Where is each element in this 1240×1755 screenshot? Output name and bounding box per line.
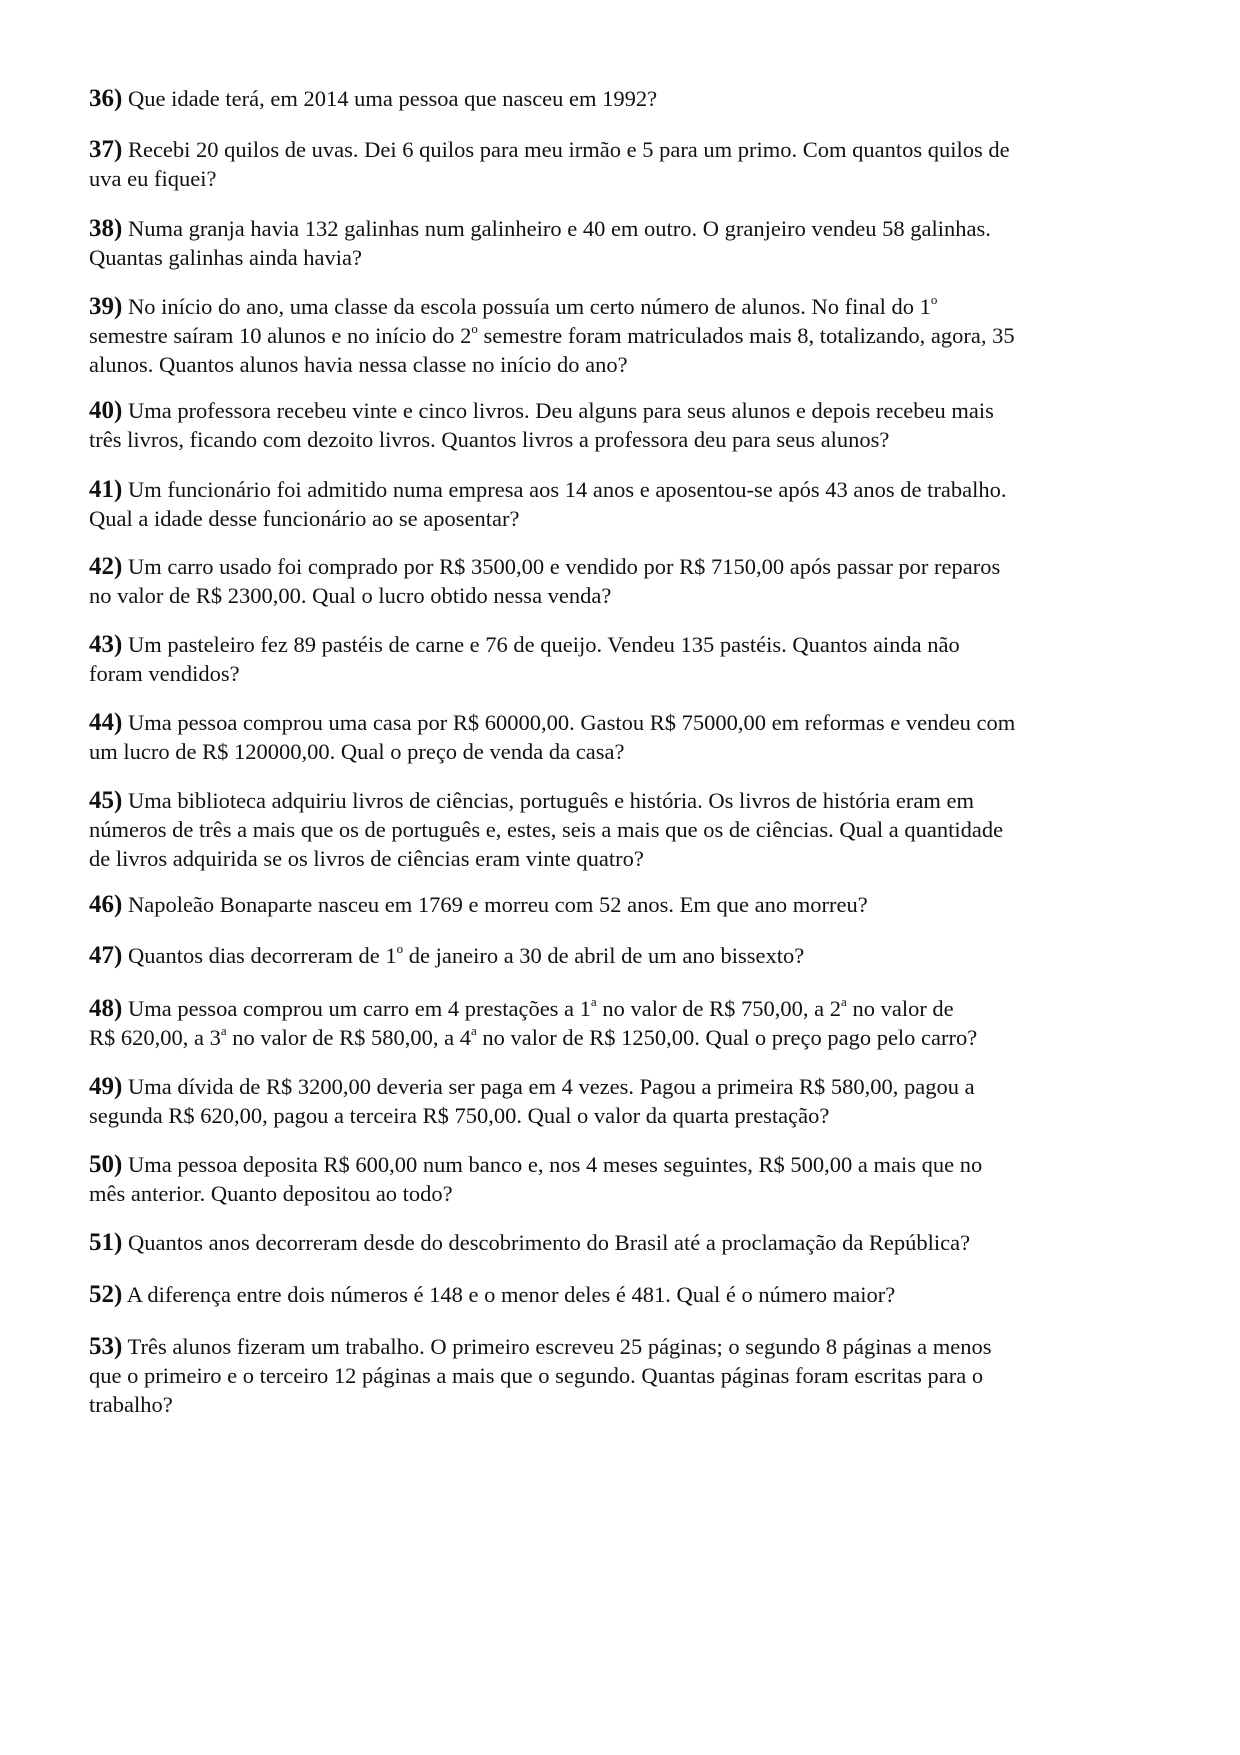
ordinal-superscript: o	[396, 940, 404, 956]
problem-text: de livros adquirida se os livros de ciências eram vinte quatro?	[89, 846, 644, 871]
problem-text: R$ 620,00, a 3	[89, 1025, 221, 1050]
problem-50	[89, 1150, 1149, 1208]
problem-text: Um carro usado foi comprado por R$ 3500,00 e vendido por R$ 7150,00 após passar por reparos	[127, 554, 1001, 579]
problem-text: alunos. Quantos alunos havia nessa classe no início do ano?	[89, 352, 628, 377]
problem-text: semestre foram matriculados mais 8, totalizando, agora, 35	[483, 323, 1015, 348]
problem-text: no valor de R$ 750,00, a 2	[602, 996, 842, 1021]
problem-text: Quantos dias decorreram de 1	[127, 943, 397, 968]
ordinal-superscript: a	[841, 993, 847, 1009]
problem-text: A diferença entre dois números é 148 e o menor deles é 481. Qual é o número maior?	[126, 1282, 896, 1307]
problem-38	[89, 214, 1149, 272]
problem-45	[89, 786, 1149, 873]
ordinal-superscript: o	[471, 320, 478, 336]
problem-text: No início do ano, uma classe da escola possuía um certo número de alunos. No final do 1	[127, 294, 931, 319]
problem-number: 51)	[89, 1229, 123, 1256]
problem-text: que o primeiro e o terceiro 12 páginas a mais que o segundo. Quantas páginas foram escritas para o	[89, 1363, 984, 1388]
problem-text: no valor de R$ 2300,00. Qual o lucro obtido nessa venda?	[89, 583, 612, 608]
problem-number: 52)	[89, 1281, 123, 1308]
problem-text: Numa granja havia 132 galinhas num galinheiro e 40 em outro. O granjeiro vendeu 58 galinhas.	[127, 216, 991, 241]
problem-text: Quantos anos decorreram desde do descobrimento do Brasil até a proclamação da República?	[127, 1230, 971, 1255]
problem-39	[89, 292, 1149, 379]
problem-text: Três alunos fizeram um trabalho. O primeiro escreveu 25 páginas; o segundo 8 páginas a menos	[127, 1334, 992, 1359]
problem-text: Um funcionário foi admitido numa empresa aos 14 anos e aposentou-se após 43 anos de trabalho.	[127, 477, 1007, 502]
problem-text: no valor de R$ 1250,00. Qual o preço pago pelo carro?	[476, 1025, 978, 1050]
problem-text: semestre saíram 10 alunos e no início do 2	[89, 323, 472, 348]
problem-number: 43)	[89, 631, 123, 658]
problem-number: 39)	[89, 293, 123, 320]
problem-51	[89, 1228, 1149, 1257]
problem-text: mês anterior. Quanto depositou ao todo?	[89, 1181, 453, 1206]
ordinal-superscript: o	[930, 291, 938, 307]
problem-48	[89, 994, 1149, 1052]
problem-number: 40)	[89, 397, 123, 424]
problem-number: 38)	[89, 215, 123, 242]
problem-text: Um pasteleiro fez 89 pastéis de carne e 76 de queijo. Vendeu 135 pastéis. Quantos ainda não	[127, 632, 960, 657]
problem-number: 44)	[89, 709, 123, 736]
problem-text: Napoleão Bonaparte nasceu em 1769 e morreu com 52 anos. Em que ano morreu?	[127, 892, 868, 917]
problem-37	[89, 135, 1149, 193]
problem-text: Uma pessoa comprou um carro em 4 prestações a 1	[127, 996, 591, 1021]
problem-text: Que idade terá, em 2014 uma pessoa que nasceu em 1992?	[127, 86, 658, 111]
problem-number: 37)	[89, 136, 123, 163]
problem-text: no valor de	[852, 996, 954, 1021]
ordinal-superscript: a	[590, 993, 597, 1009]
problem-52	[89, 1280, 1149, 1309]
problem-number: 42)	[89, 553, 123, 580]
problem-text: no valor de R$ 580,00, a 4	[232, 1025, 471, 1050]
problem-53	[89, 1332, 1149, 1419]
problem-text: Uma biblioteca adquiriu livros de ciências, português e história. Os livros de história eram em	[127, 788, 974, 813]
ordinal-superscript: a	[220, 1022, 227, 1038]
problem-number: 53)	[89, 1333, 123, 1360]
problem-49	[89, 1072, 1149, 1130]
problem-36	[89, 84, 1149, 113]
problem-42	[89, 552, 1149, 610]
problem-text: foram vendidos?	[89, 661, 240, 686]
problem-text: Recebi 20 quilos de uvas. Dei 6 quilos para meu irmão e 5 para um primo. Com quantos quilos de	[127, 137, 1010, 162]
problem-text: Uma pessoa deposita R$ 600,00 num banco e, nos 4 meses seguintes, R$ 500,00 a mais que no	[127, 1152, 983, 1177]
problem-40	[89, 396, 1149, 454]
problem-text: segunda R$ 620,00, pagou a terceira R$ 750,00. Qual o valor da quarta prestação?	[89, 1103, 830, 1128]
problem-text: Uma pessoa comprou uma casa por R$ 60000,00. Gastou R$ 75000,00 em reformas e vendeu com	[127, 710, 1016, 735]
problem-number: 45)	[89, 787, 123, 814]
problem-number: 47)	[89, 942, 123, 969]
problem-41	[89, 475, 1149, 533]
problem-text: um lucro de R$ 120000,00. Qual o preço de venda da casa?	[89, 739, 625, 764]
problem-47	[89, 941, 1149, 970]
problem-44	[89, 708, 1149, 766]
problem-text: Uma dívida de R$ 3200,00 deveria ser paga em 4 vezes. Pagou a primeira R$ 580,00, pagou a	[127, 1074, 975, 1099]
problem-text: números de três a mais que os de português e, estes, seis a mais que os de ciências. Qual a quantidade	[89, 817, 1004, 842]
problem-text: Qual a idade desse funcionário ao se aposentar?	[89, 506, 520, 531]
problem-text: uva eu fiquei?	[89, 166, 217, 191]
problem-text: Uma professora recebeu vinte e cinco livros. Deu alguns para seus alunos e depois recebeu mais	[127, 398, 994, 423]
problem-text: de janeiro a 30 de abril de um ano bissexto?	[408, 943, 805, 968]
problem-text: trabalho?	[89, 1392, 173, 1417]
problem-46	[89, 890, 1149, 919]
problem-number: 46)	[89, 891, 123, 918]
problem-number: 48)	[89, 995, 123, 1022]
problem-number: 36)	[89, 85, 123, 112]
problem-text: três livros, ficando com dezoito livros. Quantos livros a professora deu para seus alunos?	[89, 427, 890, 452]
ordinal-superscript: a	[471, 1022, 477, 1038]
problem-text: Quantas galinhas ainda havia?	[89, 245, 363, 270]
problem-number: 50)	[89, 1151, 123, 1178]
problem-number: 41)	[89, 476, 123, 503]
problem-number: 49)	[89, 1073, 123, 1100]
problem-43	[89, 630, 1149, 688]
